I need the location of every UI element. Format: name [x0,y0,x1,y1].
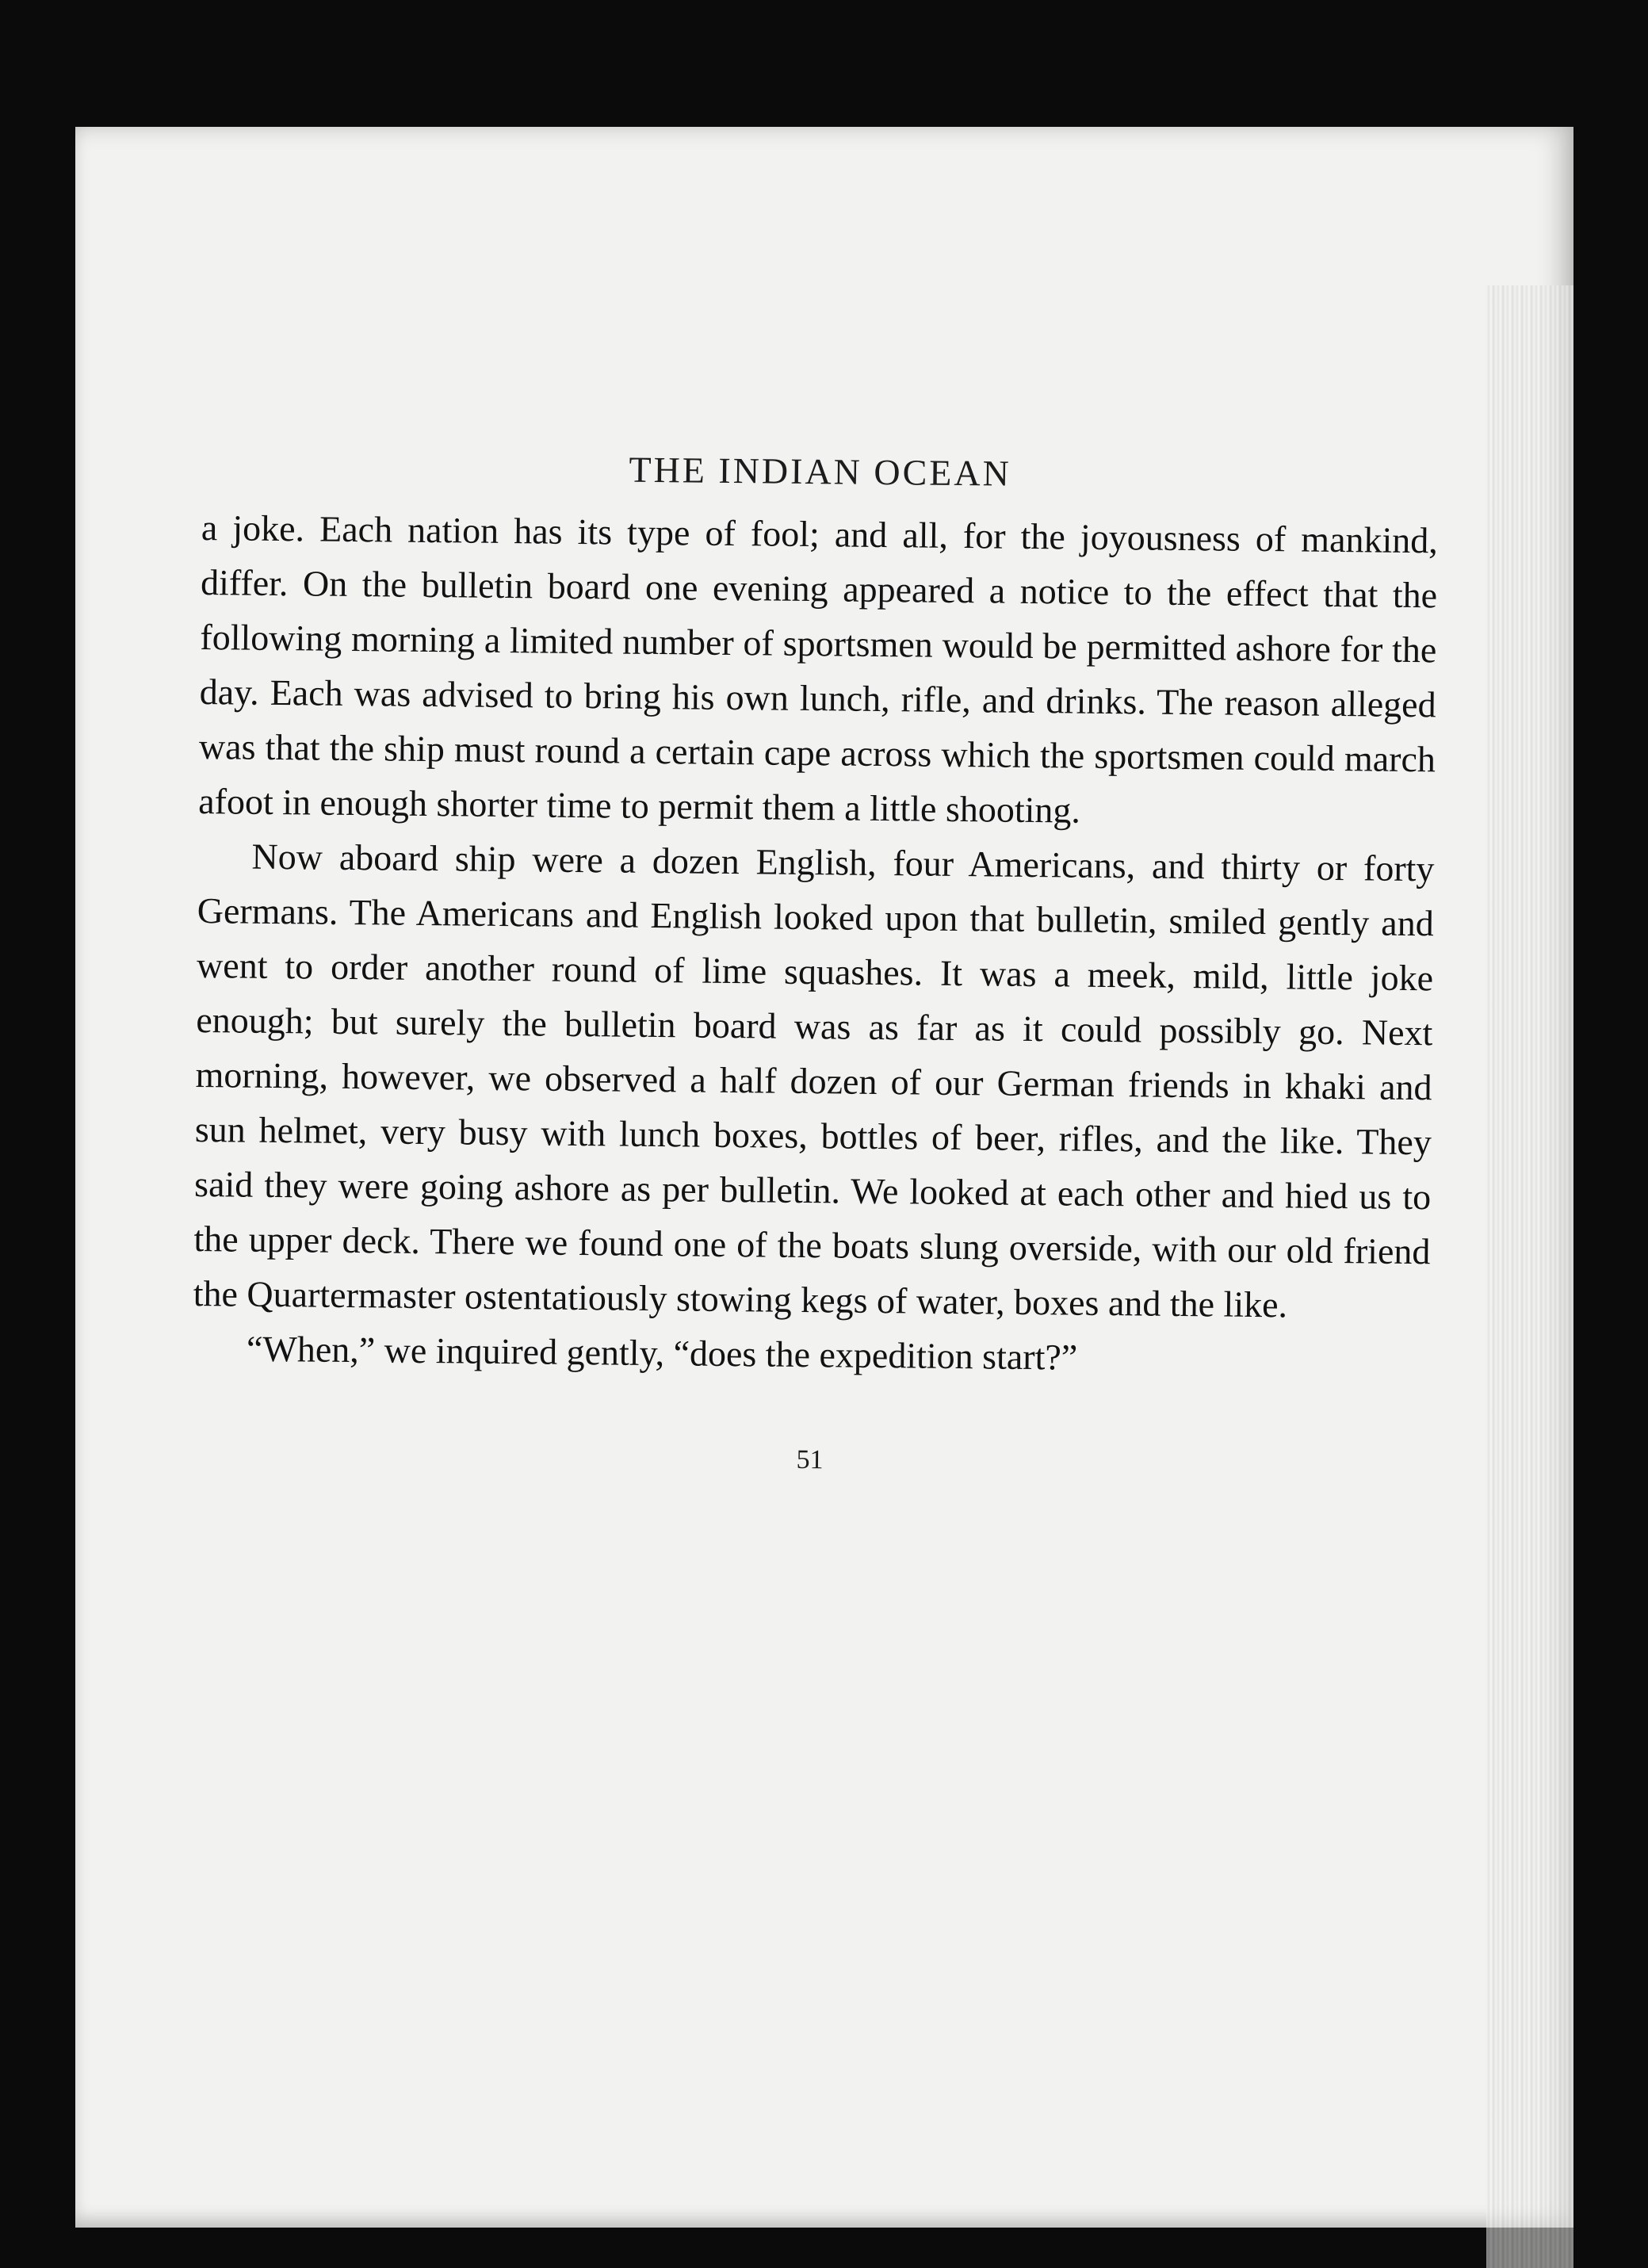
paragraph-2: Now aboard ship were a dozen English, four Americans, and thirty or forty Germans. The Americans and English looked upon that bulletin, smiled gently and went to order another round of lime squashes. It was a meek, mild, little joke enough; but surely the bulletin board was as far as it could possibly go. Next morning, however, we observed a half dozen of our German friends in khaki and sun helmet, very busy with lunch boxes, bottles of beer, rifles, and the like. They said they were going ashore as per bulletin. We looked at each other and hied us to the upper deck. There we found one of the boats slung overside, with our old friend the Quartermaster ostentatiously stowing kegs of water, boxes and the like. [193,836,1435,1325]
running-head: THE INDIAN OCEAN [629,449,1012,494]
text-block [191,444,1438,1482]
book-page [75,127,1573,2228]
paragraph-3: “When,” we inquired gently, “does the expedition start?” [246,1328,1078,1378]
paragraph-1: a joke. Each nation has its type of fool; and all, for the joyousness of mankind, differ. On the bulletin board one evening appeared a notice to the effect that the following morning a limited number of sportsmen would be permitted ashore for the day. Each was advised to bring his own lunch, rifle, and drinks. The reason alleged was that the ship must round a certain cape across which the sportsmen could march afoot in enough shorter time to permit them a little shooting. [198,507,1439,831]
page-edges [1486,285,1573,2268]
page-number: 51 [796,1444,824,1475]
